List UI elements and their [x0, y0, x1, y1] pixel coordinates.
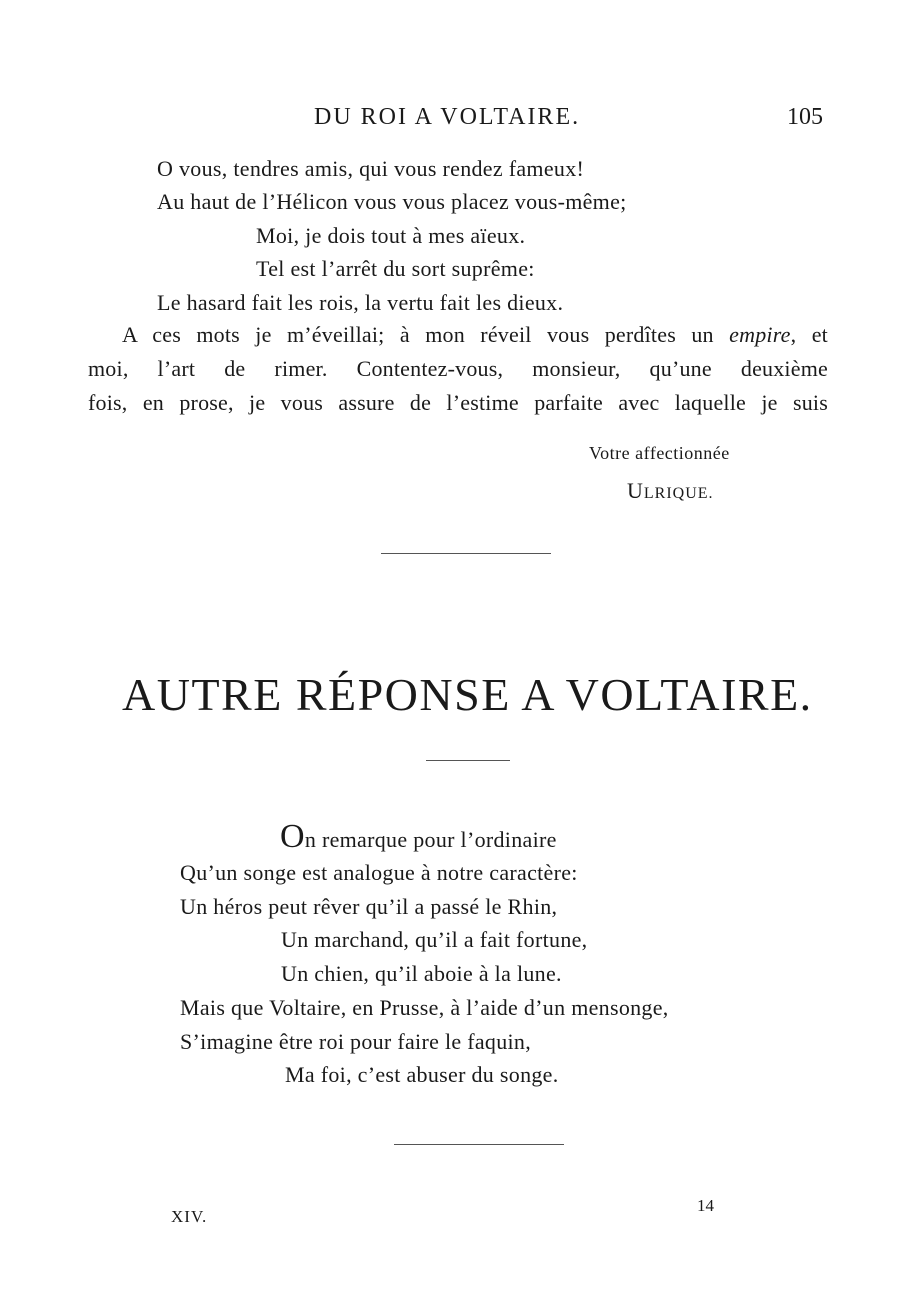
verse-line: Un chien, qu’il aboie à la lune.: [281, 961, 562, 986]
divider-rule: [381, 553, 551, 554]
section-title: AUTRE RÉPONSE A VOLTAIRE.: [122, 669, 813, 720]
signature-mark: XIV.: [171, 1207, 208, 1226]
divider-rule: [394, 1144, 564, 1145]
verse-line: Le hasard fait les rois, la vertu fait les dieux.: [157, 290, 564, 315]
initial-letter: O: [280, 818, 305, 855]
verse-line: Moi, je dois tout à mes aïeux.: [256, 223, 526, 248]
prose-text: A ces mots je m’éveillai; à mon réveil vous perdîtes un: [122, 322, 714, 347]
prose-line: [122, 322, 828, 348]
verse-line: [280, 818, 557, 856]
signature-rest: LRIQUE.: [643, 485, 714, 502]
prose-line: moi, l’art de rimer. Contentez-vous, monsieur, qu’une deuxième: [88, 356, 828, 381]
signature-initial: U: [627, 478, 644, 503]
prose-line: fois, en prose, je vous assure de l’estime parfaite avec laquelle je suis: [88, 390, 828, 415]
signature-name: [627, 478, 714, 504]
verse-line: Qu’un songe est analogue à notre caractère:: [180, 860, 578, 885]
verse-line: Au haut de l’Hélicon vous vous placez vous-même;: [157, 189, 627, 214]
verse-text: n remarque pour l’ordinaire: [304, 827, 557, 852]
verse-line: Un héros peut rêver qu’il a passé le Rhin,: [180, 894, 558, 919]
running-title: DU ROI A VOLTAIRE.: [314, 104, 581, 130]
verse-line: Ma foi, c’est abuser du songe.: [285, 1062, 559, 1087]
sheet-number: 14: [697, 1196, 714, 1215]
verse-line: O vous, tendres amis, qui vous rendez fameux!: [157, 156, 585, 181]
divider-rule: [426, 760, 510, 761]
verse-line: Mais que Voltaire, en Prusse, à l’aide d’un mensonge,: [180, 995, 669, 1020]
prose-italic-word: empire: [729, 322, 791, 347]
verse-line: Tel est l’arrêt du sort suprême:: [256, 256, 535, 281]
prose-text: , et: [790, 322, 828, 347]
running-head: [0, 104, 900, 136]
page-number: 105: [787, 104, 823, 130]
verse-line: S’imagine être roi pour faire le faquin,: [180, 1029, 532, 1054]
verse-line: Un marchand, qu’il a fait fortune,: [281, 927, 588, 952]
signature-intro: Votre affectionnée: [589, 443, 730, 463]
